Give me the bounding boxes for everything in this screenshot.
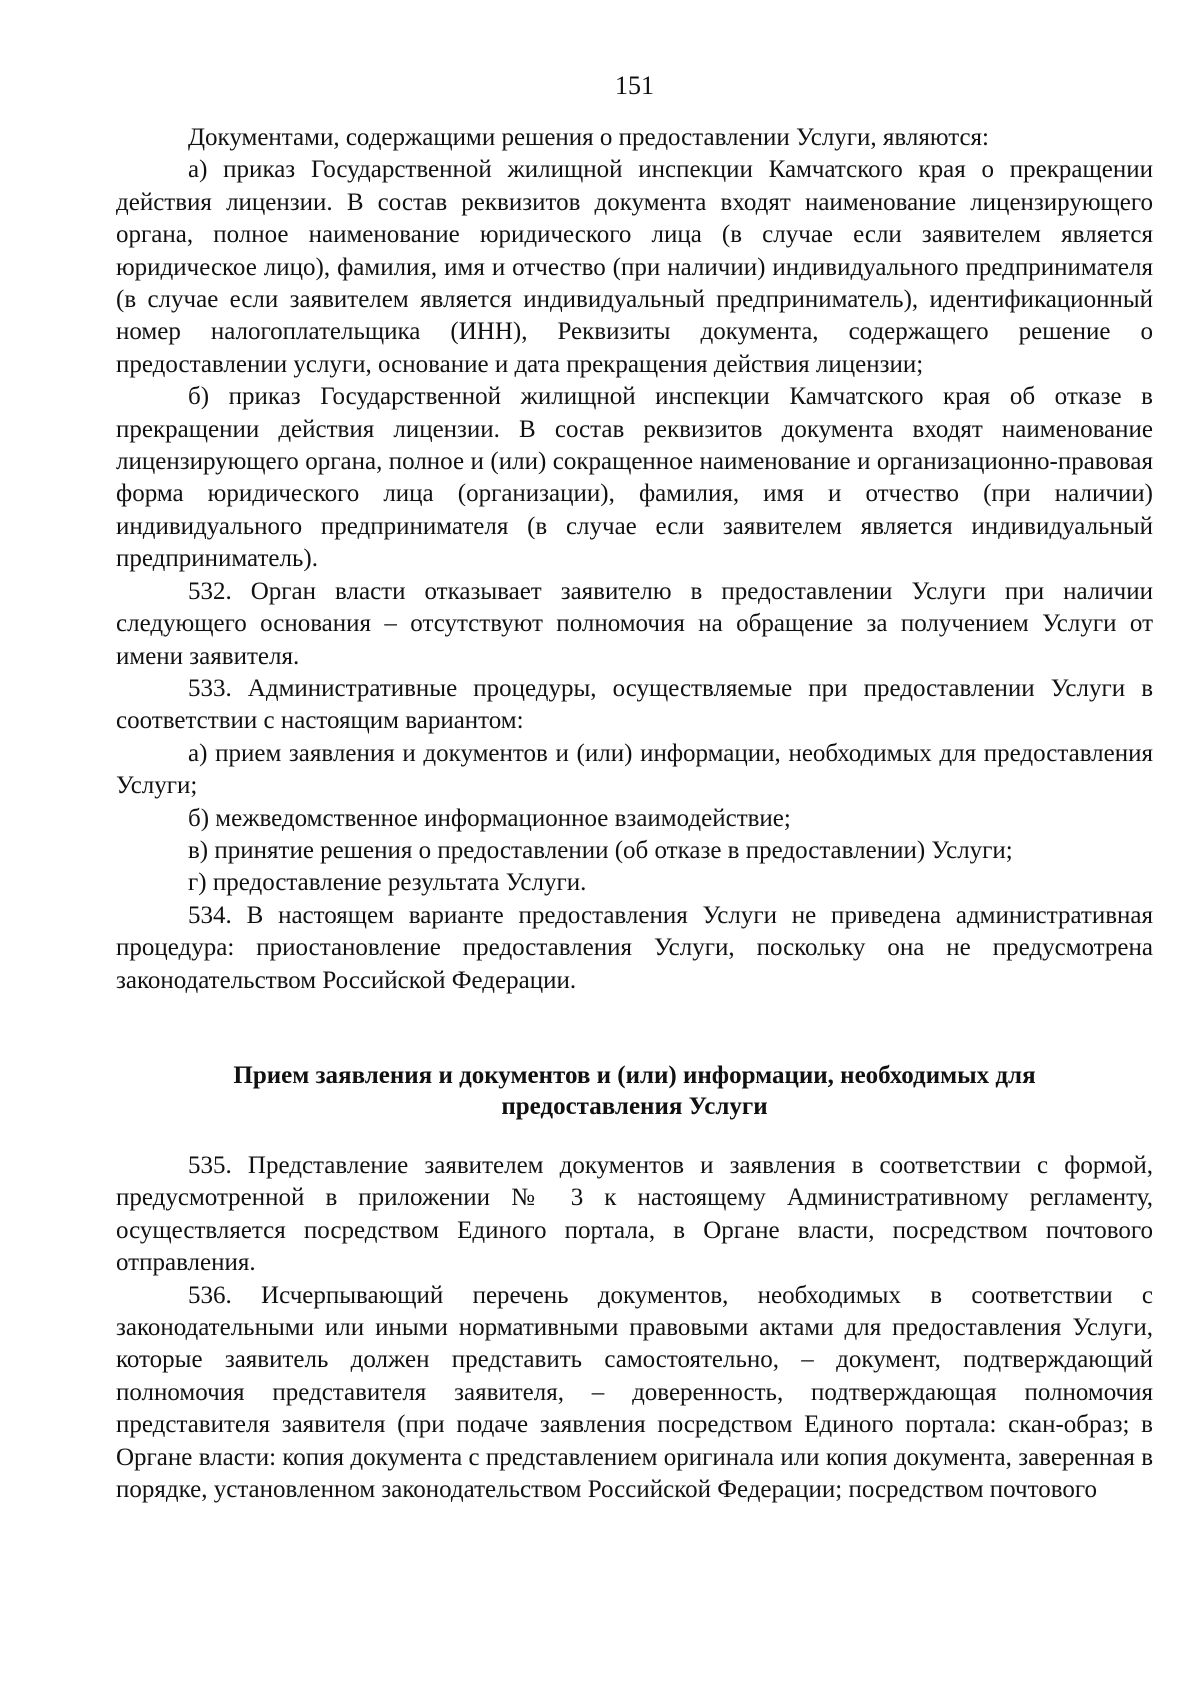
- paragraph-item-a-order-termination: а) приказ Государственной жилищной инспекции Камчатского края о прекращении действия лицензии. В состав реквизитов документа входят наименование лицензирующего органа, полное наименование юридического лица (в случае если заявителем является юридическое лицо), фамилия, имя и отчество (при наличии) индивидуального предпринимателя (в случае если заявителем является индивидуальный предприниматель), идентификационный номер налогоплательщика (ИНН), Реквизиты документа, содержащего решение о предоставлении услуги, основание и дата прекращения действия лицензии;: [116, 156, 1153, 378]
- paragraph-documents-intro: Документами, содержащими решения о предоставлении Услуги, являются:: [188, 124, 989, 151]
- paragraph-533-item-a: а) прием заявления и документов и (или) информации, необходимых для предоставления Услуги;: [116, 739, 1153, 800]
- paragraph-534: 534. В настоящем варианте предоставления Услуги не приведена административная процедура: приостановление предоставления Услуги, поскольку она не предусмотрена законодательством Российской Федерации.: [116, 901, 1153, 994]
- section-heading: Прием заявления и документов и (или) информации, необходимых для предоставления Услуги: [233, 1061, 1036, 1120]
- paragraph-533-item-d: г) предоставление результата Услуги.: [188, 869, 587, 897]
- page-number: 151: [615, 71, 654, 100]
- paragraph-item-b-order-refusal: б) приказ Государственной жилищной инспекции Камчатского края об отказе в прекращении действия лицензии. В состав реквизитов документа входят наименование лицензирующего органа, полное и (или) сокращенное наименование и организационно-правовая форма юридического лица (организации), фамилия, имя и отчество (при наличии) индивидуального предпринимателя (в случае если заявителем является индивидуальный предприниматель).: [116, 383, 1153, 573]
- paragraph-533-item-b: б) межведомственное информационное взаимодействие;: [188, 804, 791, 832]
- paragraph-533: 533. Административные процедуры, осуществляемые при предоставлении Услуги в соответствии с настоящим вариантом:: [116, 674, 1153, 735]
- paragraph-536: 536. Исчерпывающий перечень документов, необходимых в соответствии с законодательными или иными нормативными правовыми актами для предоставления Услуги, которые заявитель должен представить самостоятельно, – документ, подтверждающий полномочия представителя заявителя, – доверенность, подтверждающая полномочия представителя заявителя (при подаче заявления посредством Единого портала: скан-образ; в Органе власти: копия документа с представлением оригинала или копия документа, заверенная в порядке, установленном законодательством Российской Федерации; посредством почтового: [116, 1281, 1153, 1504]
- document-page: [116, 70, 1153, 1506]
- paragraph-535: 535. Представление заявителем документов и заявления в соответствии с формой, предусмотренной в приложении № 3 к настоящему Административному регламенту, осуществляется посредством Единого портала, в Органе власти, посредством почтового отправления.: [116, 1151, 1153, 1277]
- paragraph-532: 532. Орган власти отказывает заявителю в предоставлении Услуги при наличии следующего основания – отсутствуют полномочия на обращение за получением Услуги от имени заявителя.: [116, 577, 1153, 670]
- paragraph-533-item-c: в) принятие решения о предоставлении (об отказе в предоставлении) Услуги;: [188, 836, 1013, 864]
